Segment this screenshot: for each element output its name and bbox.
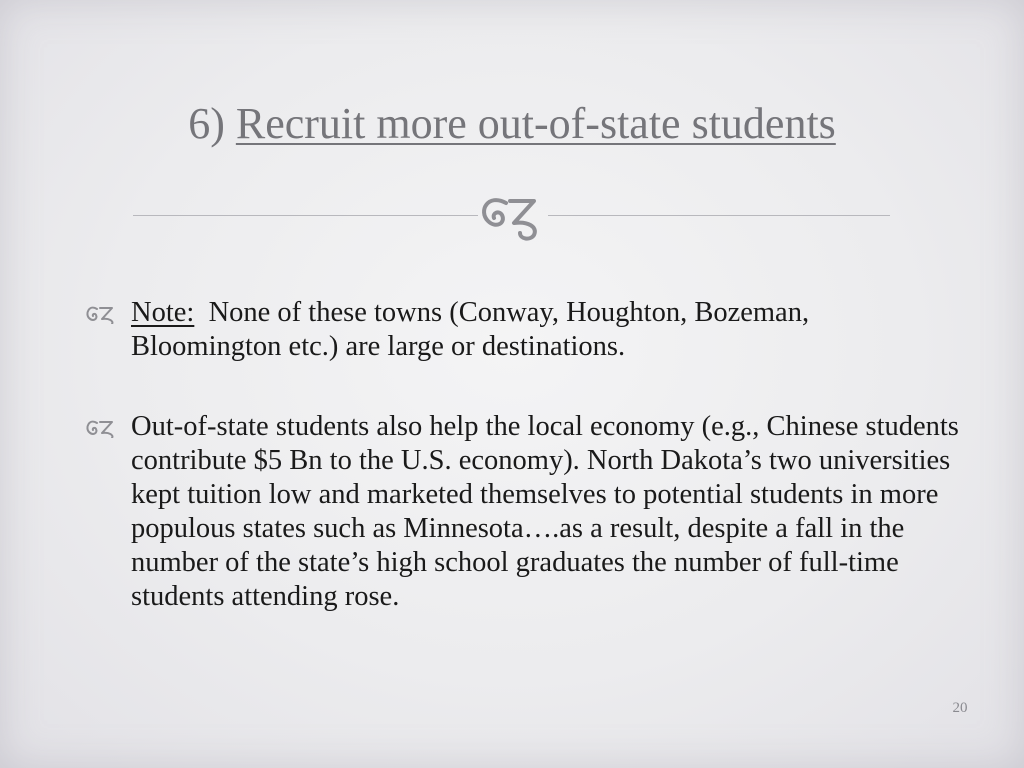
title-prefix: 6) (188, 99, 236, 148)
bullet-text: None of these towns (Conway, Houghton, Bozeman, Bloomington etc.) are large or destinations. (131, 297, 817, 362)
page-number: 20 (952, 700, 968, 716)
title-link[interactable]: Recruit more out-of-state students (235, 99, 836, 148)
divider-right (548, 215, 890, 216)
slide-title (0, 96, 1024, 152)
bullet-text: Out-of-state students also help the local economy (e.g., Chinese students contribute $5 Bn to the U.S. economy). North Dakota’s two universities kept tuition low and marketed themselves to potential students in more populous states such as Minnesota….as a result, despite a fall in the number of the state’s high school graduates the number of full-time students attending rose. (131, 411, 959, 612)
curly-bullet-icon (85, 304, 119, 324)
note-label: Note: (131, 297, 195, 328)
divider-left (133, 215, 478, 216)
bullet-list (85, 296, 965, 660)
curly-flourish-icon (476, 189, 550, 241)
bullet-out-of-state (85, 410, 965, 614)
bullet-note (85, 296, 965, 364)
curly-bullet-icon (85, 418, 119, 438)
